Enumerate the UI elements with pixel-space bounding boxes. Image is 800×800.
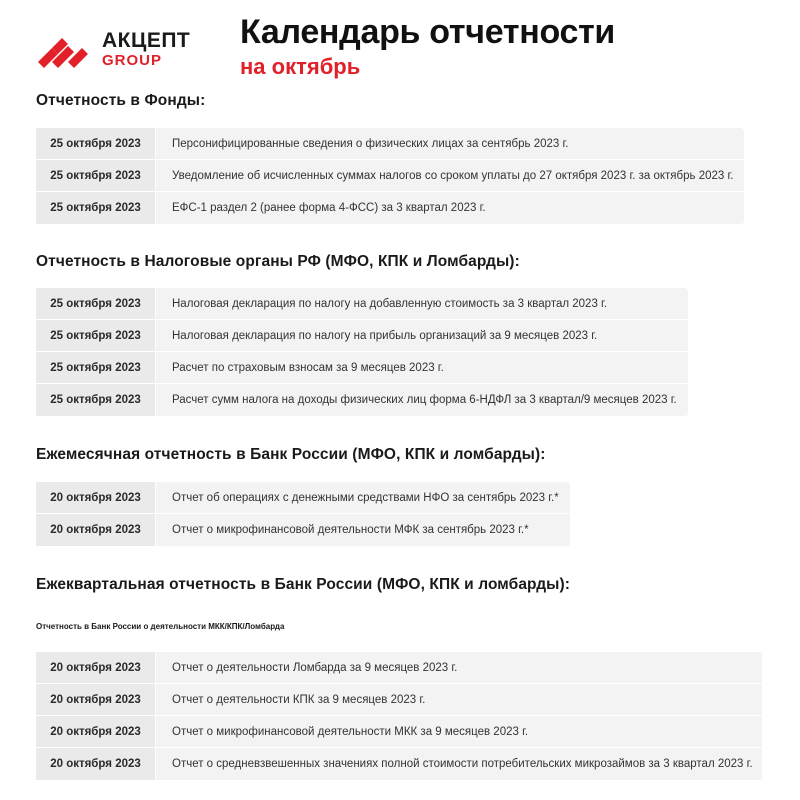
page-subtitle: на октябрь: [240, 54, 361, 79]
table-row: [36, 684, 762, 716]
table-quarterly-cb: [36, 652, 762, 780]
row-date: 25 октября 2023: [36, 384, 156, 416]
row-date: 20 октября 2023: [36, 684, 156, 715]
table-row: [36, 320, 688, 352]
section-title-monthly-cb: Ежемесячная отчетность в Банк России (МФО, КПК и ломбарды):: [36, 446, 546, 463]
row-date: 20 октября 2023: [36, 482, 156, 513]
row-date: 25 октября 2023: [36, 352, 156, 383]
row-text: Отчет о деятельности Ломбарда за 9 месяцев 2023 г.: [172, 661, 458, 674]
row-date: 25 октября 2023: [36, 160, 156, 191]
table-row: [36, 652, 762, 684]
row-date: 20 октября 2023: [36, 716, 156, 747]
row-text: Расчет по страховым взносам за 9 месяцев 2023 г.: [172, 361, 444, 374]
table-row: [36, 128, 744, 160]
table-row: [36, 482, 570, 514]
section-title-quarterly-cb: Ежеквартальная отчетность в Банк России (МФО, КПК и ломбарды):: [36, 576, 571, 593]
section-title-tax: Отчетность в Налоговые органы РФ (МФО, КПК и Ломбарды):: [36, 253, 520, 270]
row-date: 25 октября 2023: [36, 192, 156, 224]
row-date: 20 октября 2023: [36, 652, 156, 683]
table-row: [36, 160, 744, 192]
table-row: [36, 288, 688, 320]
row-text: Персонифицированные сведения о физических лицах за сентябрь 2023 г.: [172, 137, 569, 150]
row-date: 25 октября 2023: [36, 128, 156, 159]
row-text: Отчет о деятельности КПК за 9 месяцев 2023 г.: [172, 693, 426, 706]
row-text: Налоговая декларация по налогу на прибыль организаций за 9 месяцев 2023 г.: [172, 329, 598, 342]
row-text: Налоговая декларация по налогу на добавленную стоимость за 3 квартал 2023 г.: [172, 297, 608, 310]
table-tax: [36, 288, 688, 416]
table-row: [36, 192, 744, 224]
logo-mark-icon: [38, 32, 94, 72]
row-text: Отчет о средневзвешенных значениях полной стоимости потребительских микрозаймов за 3 квартал 2023 г.: [172, 758, 753, 770]
row-date: 20 октября 2023: [36, 748, 156, 780]
table-row: [36, 748, 762, 780]
row-text: Отчет о микрофинансовой деятельности МФК за сентябрь 2023 г.*: [172, 524, 529, 536]
row-date: 25 октября 2023: [36, 320, 156, 351]
row-date: 20 октября 2023: [36, 514, 156, 546]
row-text: Отчет о микрофинансовой деятельности МКК за 9 месяцев 2023 г.: [172, 725, 529, 738]
brand-sub: GROUP: [102, 52, 163, 69]
row-text: ЕФС-1 раздел 2 (ранее форма 4-ФСС) за 3 квартал 2023 г.: [172, 202, 486, 214]
brand-logo: [38, 30, 198, 74]
row-text: Отчет об операциях с денежными средствами НФО за сентябрь 2023 г.*: [172, 491, 559, 504]
table-row: [36, 514, 570, 546]
brand-name: АКЦЕПТ: [102, 29, 191, 52]
header: [0, 0, 800, 90]
table-row: [36, 384, 688, 416]
row-text: Уведомление об исчисленных суммах налогов со сроком уплаты до 27 октября 2023 г. за октябрь 2023 г.: [172, 169, 734, 182]
table-row: [36, 716, 762, 748]
section-note: Отчетность в Банк России о деятельности МКК/КПК/Ломбарда: [36, 622, 285, 631]
section-title-funds: Отчетность в Фонды:: [36, 92, 206, 109]
page-title: Календарь отчетности: [240, 13, 616, 51]
table-row: [36, 352, 688, 384]
table-monthly-cb: [36, 482, 570, 546]
row-date: 25 октября 2023: [36, 288, 156, 319]
row-text: Расчет сумм налога на доходы физических лиц форма 6-НДФЛ за 3 квартал/9 месяцев 2023 г.: [172, 394, 677, 406]
table-funds: [36, 128, 744, 224]
